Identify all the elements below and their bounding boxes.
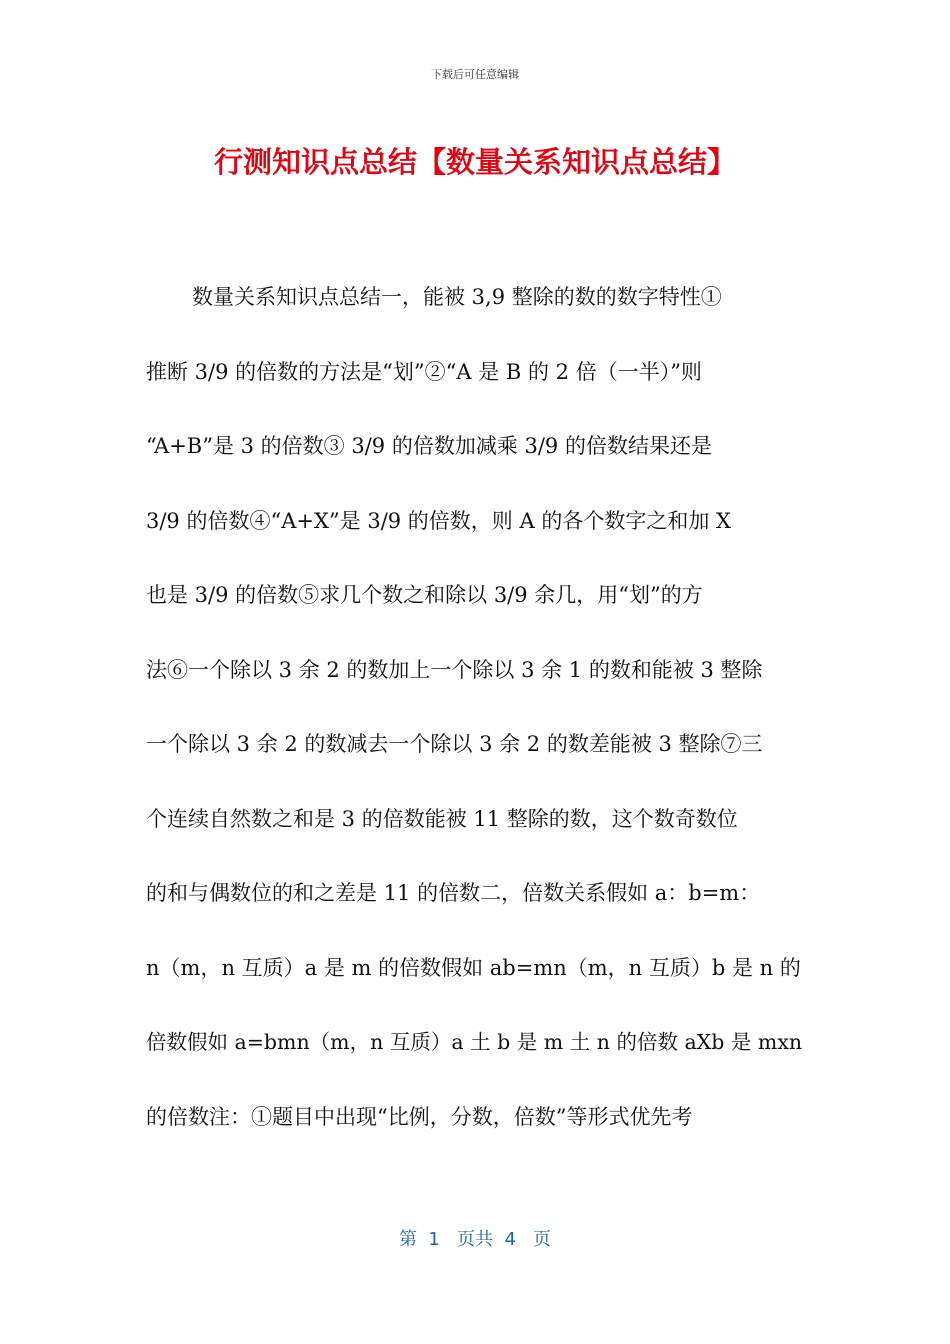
body-line: “A+B”是 3 的倍数③ 3/9 的倍数加减乘 3/9 的倍数结果还是	[146, 434, 712, 458]
body-line: 3/9 的倍数④“A+X”是 3/9 的倍数，则 A 的各个数字之和加 X	[146, 508, 731, 533]
body-line: 数量关系知识点总结一，能被 3,9 整除的数的数字特性①	[192, 285, 722, 309]
body-line: 的和与偶数位的和之差是 11 的倍数二，倍数关系假如 a：b=m：	[146, 881, 761, 905]
page-number-footer: 第 1 页共 4 页	[398, 1229, 552, 1250]
body-text	[146, 278, 806, 1172]
document-title: 行测知识点总结【数量关系知识点总结】	[213, 145, 736, 179]
header-note: 下载后可任意编辑	[431, 68, 519, 81]
body-line: 也是 3/9 的倍数⑤求几个数之和除以 3/9 余几，用“划”的方	[146, 583, 703, 607]
body-line: 一个除以 3 余 2 的数减去一个除以 3 余 2 的数差能被 3 整除⑦三	[146, 732, 763, 756]
body-line: 推断 3/9 的倍数的方法是“划”②“A 是 B 的 2 倍（一半）”则	[146, 359, 702, 384]
body-line: n（m，n 互质）a 是 m 的倍数假如 ab=mn（m，n 互质）b 是 n 的	[146, 955, 801, 980]
body-line: 个连续自然数之和是 3 的倍数能被 11 整除的数，这个数奇数位	[146, 806, 738, 831]
body-line: 法⑥一个除以 3 余 2 的数加上一个除以 3 余 1 的数和能被 3 整除	[146, 657, 763, 682]
body-line: 倍数假如 a=bmn（m，n 互质）a 土 b 是 m 土 n 的倍数 aXb 是 mxn	[146, 1030, 803, 1054]
body-line: 的倍数注：①题目中出现“比例，分数，倍数”等形式优先考	[146, 1104, 693, 1129]
